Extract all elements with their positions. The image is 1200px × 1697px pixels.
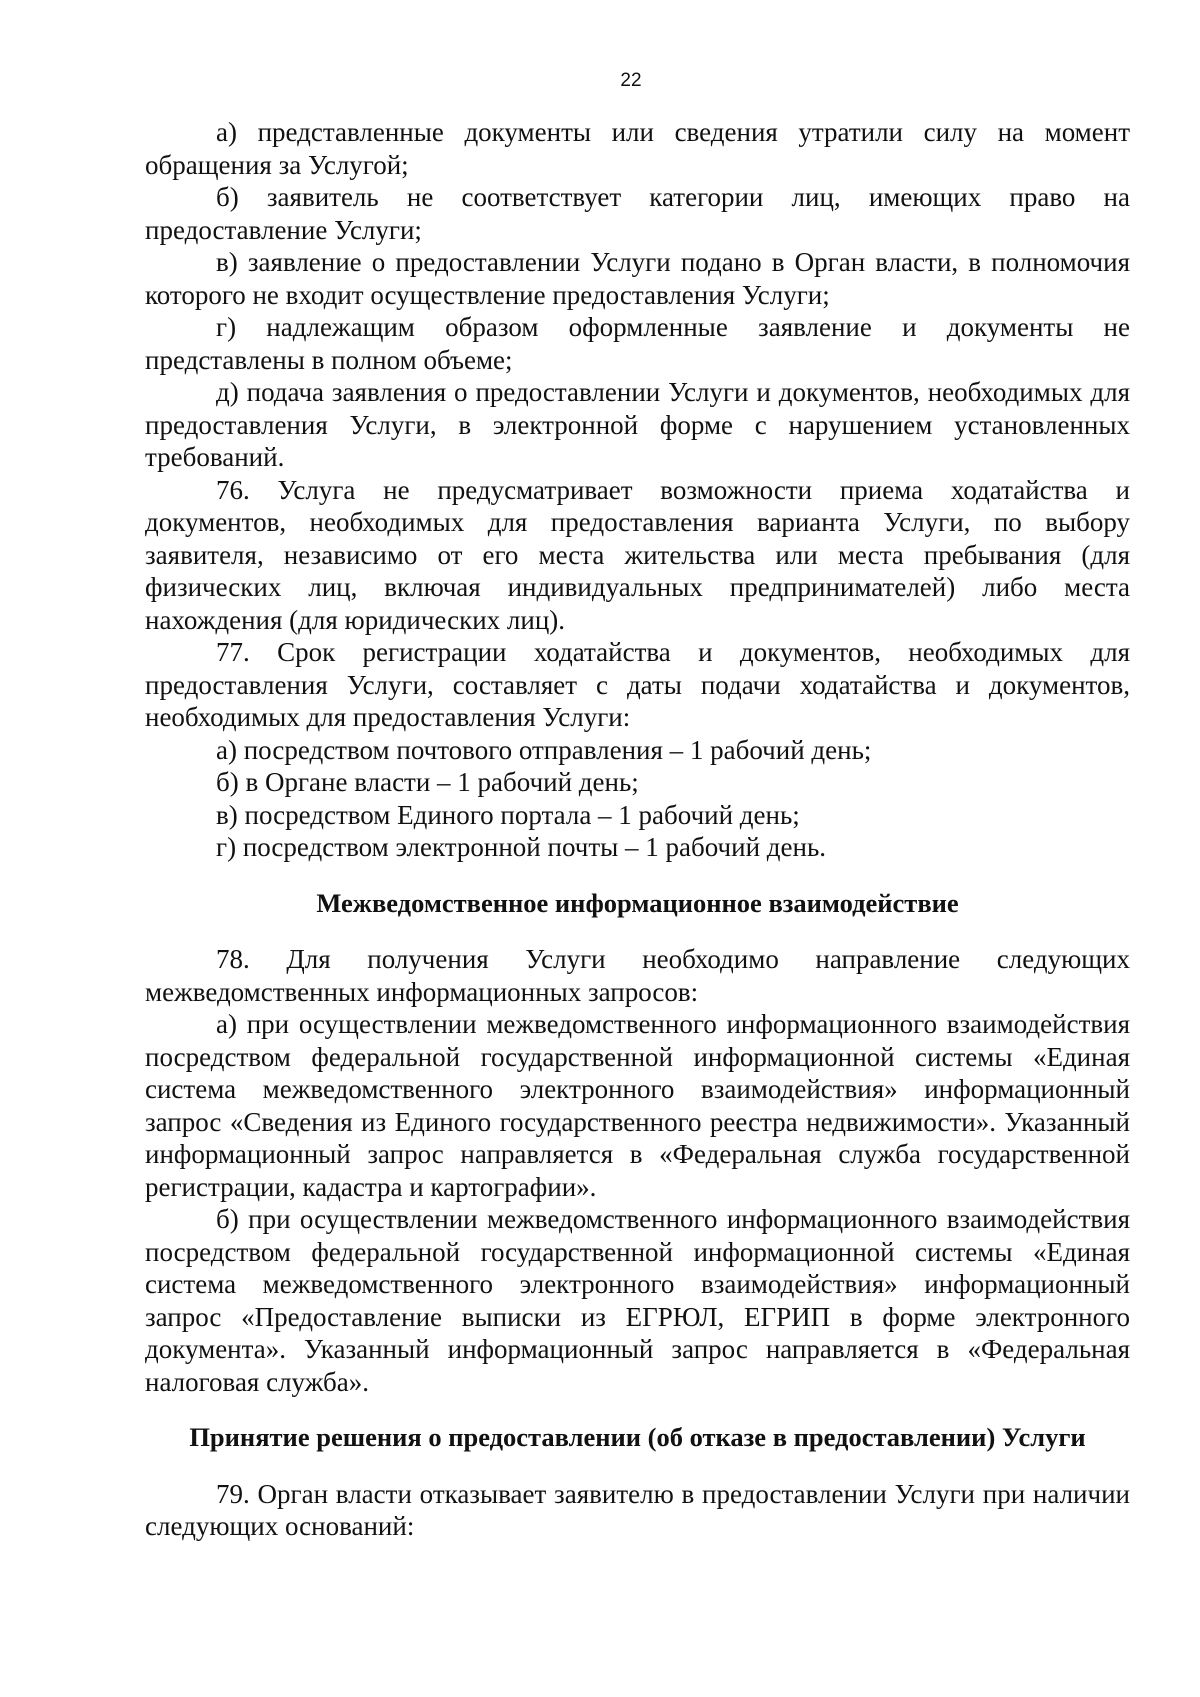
page-number: 22 bbox=[620, 70, 642, 91]
paragraph-78: 78. Для получения Услуги необходимо направление следующих межведомственных информационных запросов: bbox=[145, 944, 1130, 1007]
section-heading-decision: Принятие решения о предоставлении (об отказе в предоставлении) Услуги bbox=[189, 1422, 1086, 1452]
paragraph-76: 76. Услуга не предусматривает возможности приема ходатайства и документов, необходимых для предоставления варианта Услуги, по выбору заявителя, независимо от его места жительства или места пребывания (для физических лиц, включая индивидуальных предпринимателей) либо места нахождения (для юридических лиц). bbox=[145, 474, 1130, 635]
item-b-category-mismatch: б) заявитель не соответствует категории лиц, имеющих право на предоставление Услуги; bbox=[145, 182, 1130, 245]
item-77-g-email: г) посредством электронной почты – 1 рабочий день. bbox=[216, 832, 827, 862]
item-78-a-egrn-request: а) при осуществлении межведомственного информационного взаимодействия посредством федеральной государственной информационной системы «Единая система межведомственного электронного взаимодействия» информационный запрос «Сведения из Единого государственного реестра недвижимости». Указанный информационный запрос направляется в «Федеральная служба государственной регистрации, кадастра и картографии». bbox=[145, 1009, 1130, 1202]
paragraph-77: 77. Срок регистрации ходатайства и документов, необходимых для предоставления Услуги, составляет с даты подачи ходатайства и документов, необходимых для предоставления Услуги: bbox=[145, 637, 1130, 732]
item-78-b-egrul-request: б) при осуществлении межведомственного информационного взаимодействия посредством федеральной государственной информационной системы «Единая система межведомственного электронного взаимодействия» информационный запрос «Предоставление выписки из ЕГРЮЛ, ЕГРИП в форме электронного документа». Указанный информационный запрос направляется в «Федеральная налоговая служба». bbox=[145, 1204, 1130, 1397]
item-a-documents-expired: а) представленные документы или сведения утратили силу на момент обращения за Услугой; bbox=[145, 117, 1130, 180]
item-d-electronic-violation: д) подача заявления о предоставлении Услуги и документов, необходимых для предоставления Услуги, в электронной форме с нарушением установленных требований. bbox=[145, 377, 1130, 472]
document-body bbox=[145, 116, 1130, 1543]
item-77-v-portal: в) посредством Единого портала – 1 рабочий день; bbox=[216, 799, 800, 830]
item-77-a-post: а) посредством почтового отправления – 1 рабочий день; bbox=[216, 734, 872, 765]
paragraph-79: 79. Орган власти отказывает заявителю в предоставлении Услуги при наличии следующих оснований: bbox=[145, 1478, 1130, 1541]
item-g-incomplete-documents: г) надлежащим образом оформленные заявление и документы не представлены в полном объеме; bbox=[145, 312, 1130, 375]
item-77-b-authority: б) в Органе власти – 1 рабочий день; bbox=[216, 767, 639, 797]
section-heading-interagency: Межведомственное информационное взаимодействие bbox=[316, 887, 959, 918]
item-v-wrong-authority: в) заявление о предоставлении Услуги подано в Орган власти, в полномочия которого не входит осуществление предоставления Услуги; bbox=[145, 247, 1130, 310]
